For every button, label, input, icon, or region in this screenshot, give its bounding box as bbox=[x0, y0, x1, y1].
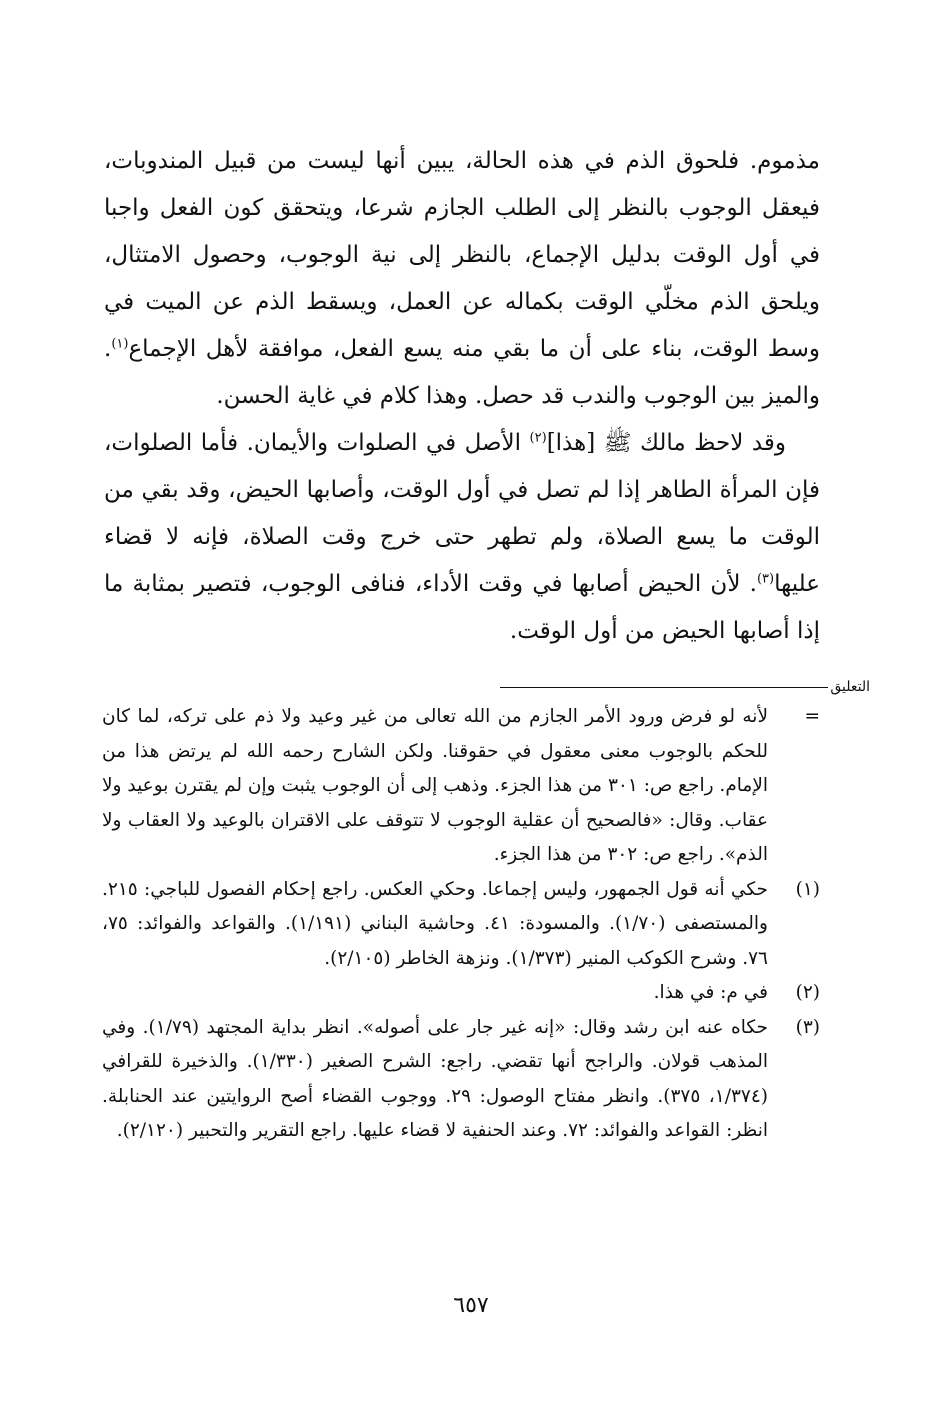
footnote-text: في م: في هذا. bbox=[653, 982, 768, 1003]
paragraph bbox=[104, 420, 820, 655]
footnote-text: حكي أنه قول الجمهور، وليس إجماعا. وحكي العكس. راجع إحكام الفصول للباجي: ٢١٥. والمستصفى (١/٧٠). والمسودة: ٤١. وحاشية البناني (١/١٩١). والقواعد والفوائد: ٧٥، ٧٦. وشرح الكوكب المنير (١/٣٧٣). ونزهة الخاطر (٢/١٠٥). bbox=[102, 878, 768, 969]
paragraph-text: . لأن الحيض أصابها في وقت الأداء، فنافى الوجوب، فتصير بمثابة ما إذا أصابها الحيض من أول الوقت. bbox=[104, 571, 820, 644]
footnote-text: لأنه لو فرض ورود الأمر الجازم من الله تعالى من غير وعيد ولا ذم على تركه، لما كان للحكم بالوجوب معنى معقول في حقوقنا. ولكن الشارح رحمه الله لم يرتض هذا من الإمام. راجع ص: ٣٠١ من هذا الجزء. وذهب إلى أن الوجوب يثبت وإن لم يقترن بوعيد ولا عقاب. وقال: «فالصحيح أن عقلية الوجوب لا تتوقف على الاقتران بالوعيد ولا العقاب ولا الذم». راجع ص: ٣٠٢ من هذا الجزء. bbox=[102, 706, 769, 865]
footnotes bbox=[102, 700, 820, 1149]
paragraph-text: مذموم. فلحوق الذم في هذه الحالة، يبين أنها ليست من قبيل المندوبات، فيعقل الوجوب بالنظر إلى الطلب الجازم شرعا، ويتحقق كون الفعل واجبا في أول الوقت بدليل الإجماع، بالنظر إلى نية الوجوب، وحصول الامتثال، ويلحق الذم مخلّي الوقت بكماله عن العمل، ويسقط الذم عن الميت في وسط الوقت، بناء على أن ما بقي منه يسع الفعل، موافقة لأهل الإجماع bbox=[104, 148, 820, 362]
footnote-marker: (٢) bbox=[795, 982, 820, 1003]
footnote bbox=[102, 873, 820, 977]
paragraph-text: . والميز بين الوجوب والندب قد حصل. وهذا كلام في غاية الحسن. bbox=[104, 336, 820, 409]
separator-line bbox=[500, 687, 828, 688]
paragraph-text: وقد لاحظ مالك ﷺ [هذا] bbox=[546, 430, 786, 456]
paragraph bbox=[104, 138, 820, 420]
footnote bbox=[102, 700, 820, 873]
footnote-ref: (٢) bbox=[529, 430, 547, 446]
footnote-ref: (٣) bbox=[756, 571, 775, 587]
main-text bbox=[104, 138, 820, 655]
footnote bbox=[102, 976, 820, 1011]
paragraph-text: الأصل في الصلوات والأيمان. فأما الصلوات، فإن المرأة الطاهر إذا لم تصل في أول الوقت، وأصابها الحيض، وقد بقي من الوقت ما يسع الصلاة، ولم تطهر حتى خرج وقت الصلاة، فإنه لا قضاء عليها bbox=[104, 430, 820, 597]
footnote bbox=[102, 1011, 820, 1149]
page-number: ٦٥٧ bbox=[453, 1293, 489, 1318]
footnote-marker: (٣) bbox=[795, 1016, 820, 1038]
footnote-marker: (١) bbox=[795, 878, 820, 900]
footnote-marker: = bbox=[804, 706, 820, 727]
footnote-text: حكاه عنه ابن رشد وقال: «إنه غير جار على أصوله». انظر بداية المجتهد (١/٧٩). وفي المذهب قولان. والراجح أنها تقضي. راجع: الشرح الصغير (١/٣٣٠). والذخيرة للقرافي (١/٣٧٤، ٣٧٥). وانظر مفتاح الوصول: ٢٩. ووجوب القضاء أصح الروايتين عند الحنابلة. انظر: القواعد والفوائد: ٧٢. وعند الحنفية لا قضاء عليها. راجع التقرير والتحبير (٢/١٢٠). bbox=[102, 1016, 768, 1141]
footnote-separator bbox=[500, 676, 870, 698]
footnote-ref: (١) bbox=[111, 336, 129, 352]
commentary-label: التعليق bbox=[830, 679, 870, 695]
